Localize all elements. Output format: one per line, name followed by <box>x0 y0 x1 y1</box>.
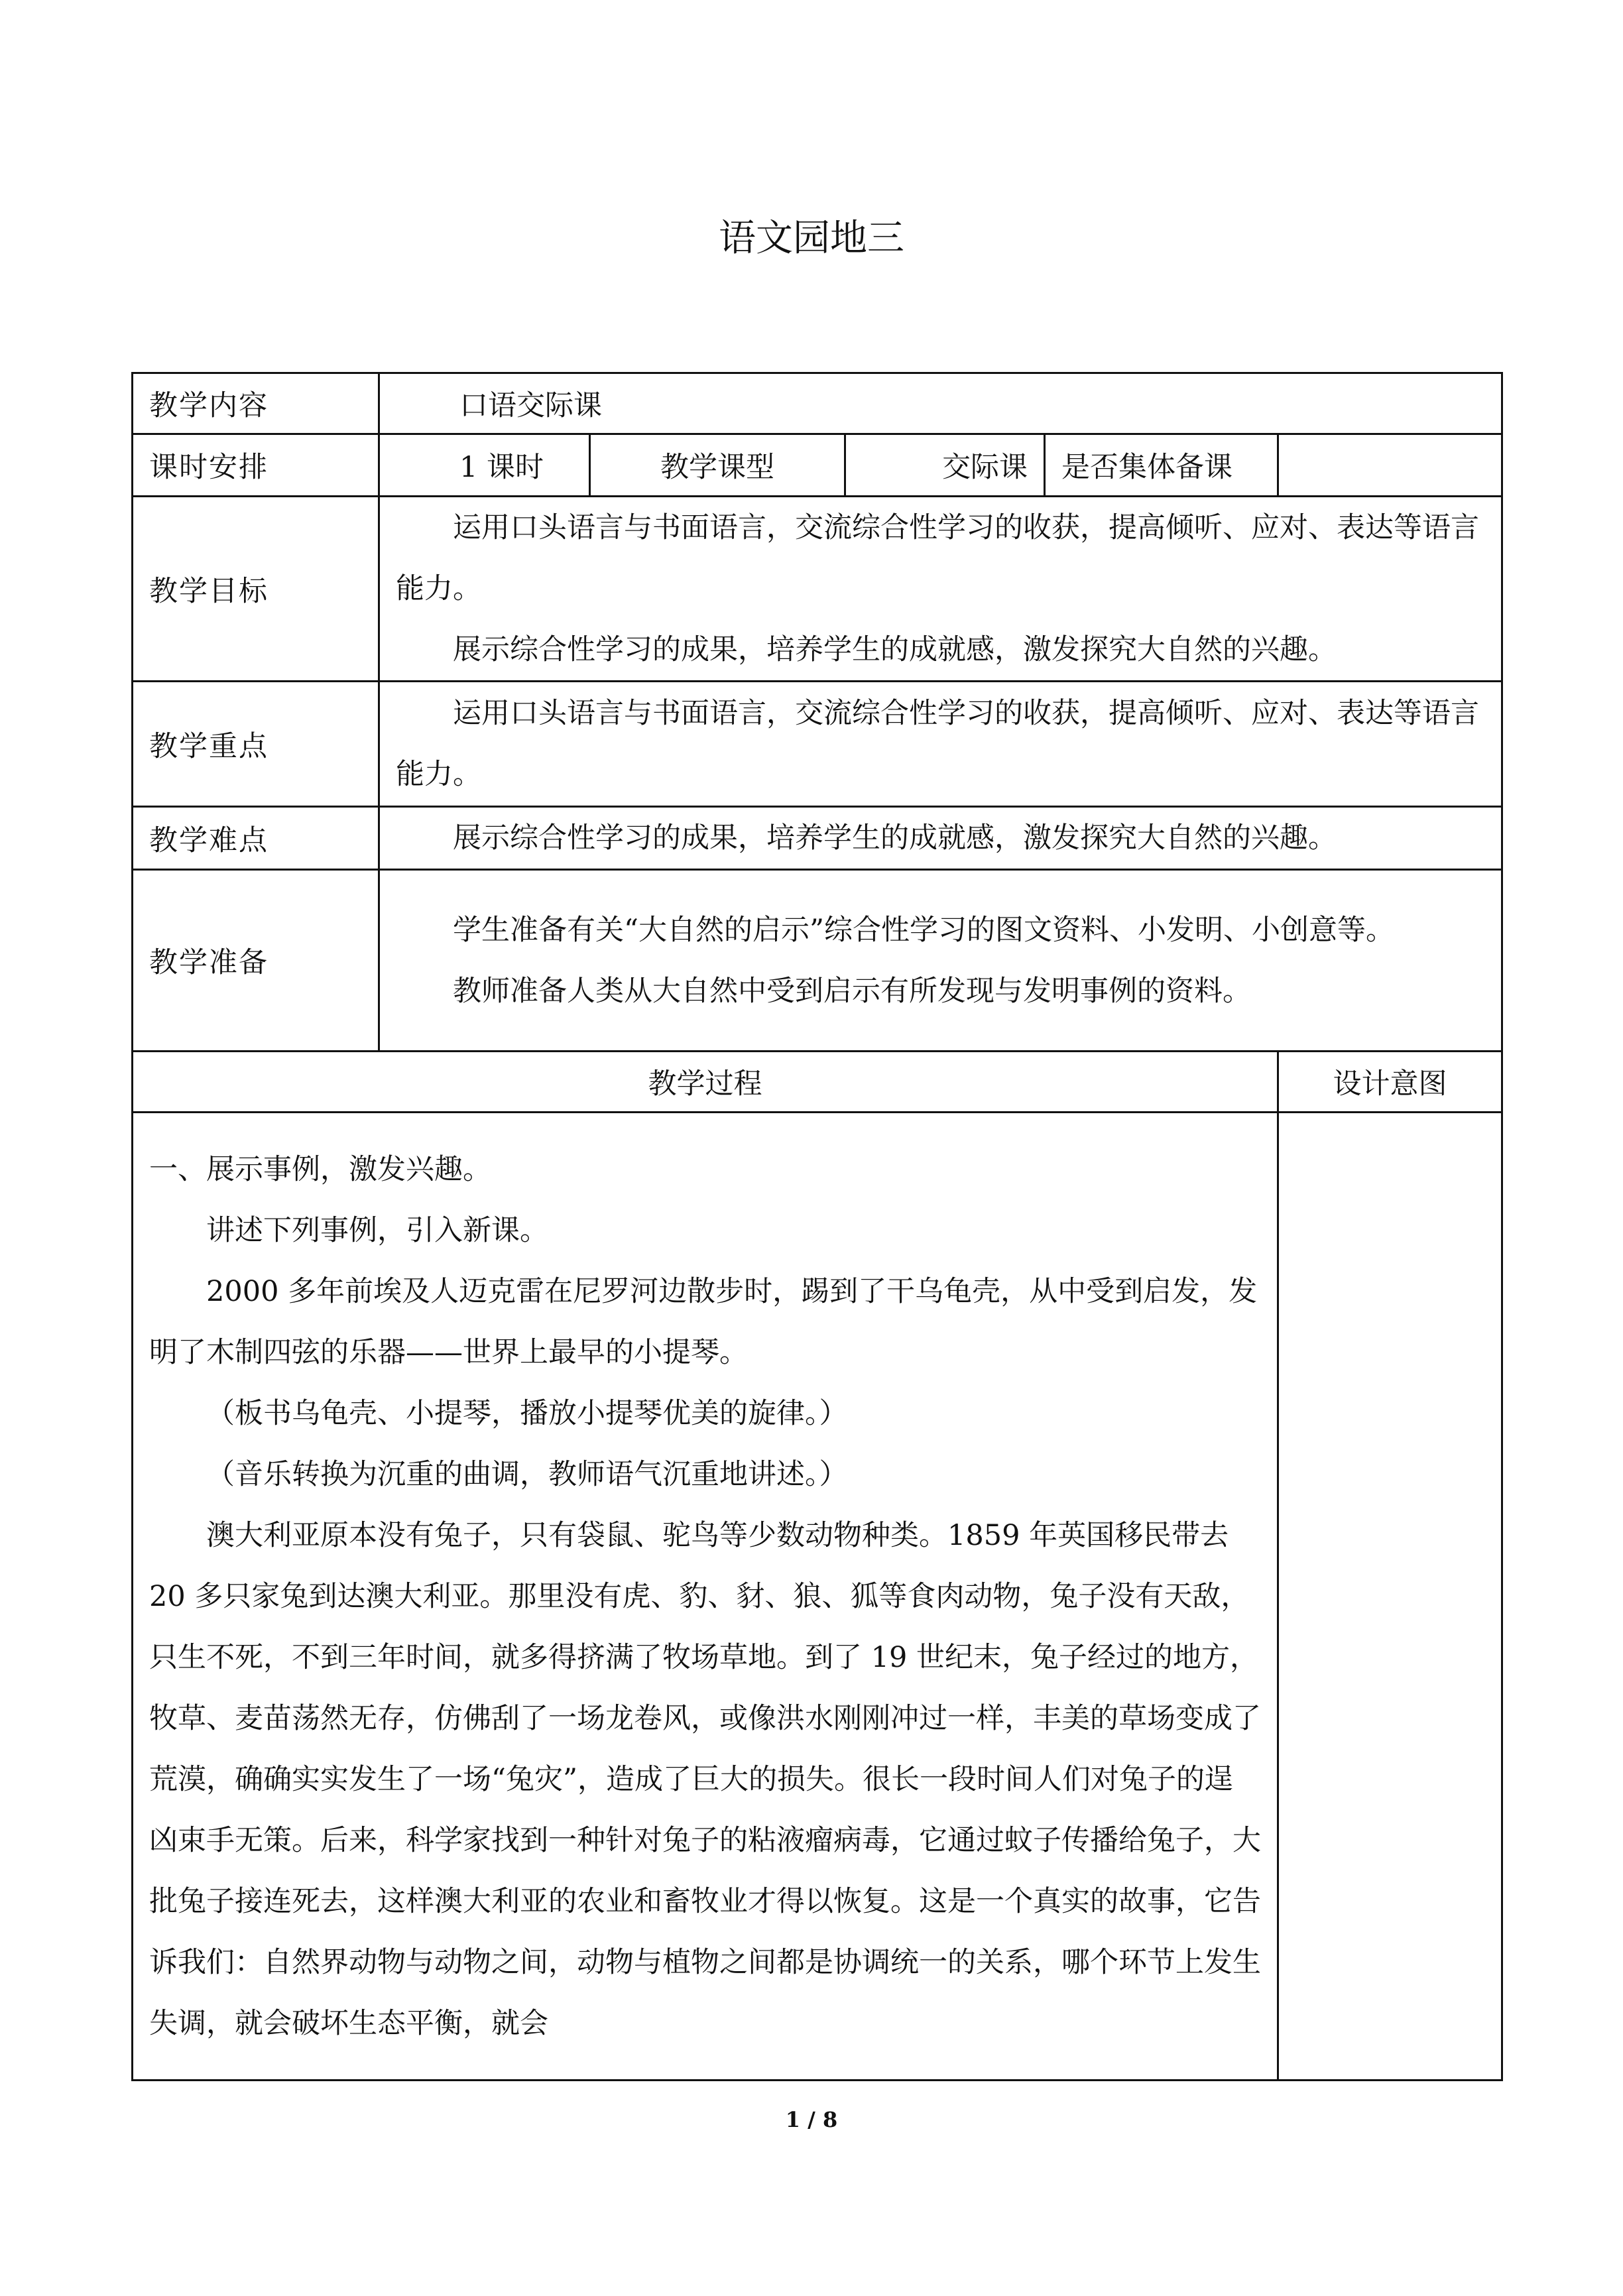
page-title: 语文园地三 <box>719 217 904 260</box>
focus-text: 运用口头语言与书面语言，交流综合性学习的收获，提高倾听、应对、表达等语言能力。 <box>396 697 1479 791</box>
goal-item: 展示综合性学习的成果，培养学生的成就感，激发探究大自然的兴趣。 <box>453 633 1337 666</box>
teaching-content-value: 口语交际课 <box>379 373 1502 434</box>
lesson-type-value: 交际课 <box>845 434 1045 497</box>
process-content <box>133 1113 1278 2081</box>
row-schedule <box>133 434 1502 497</box>
page-number: 1 / 8 <box>785 2107 838 2132</box>
goals-content <box>379 497 1502 682</box>
focus-label: 教学重点 <box>133 682 379 807</box>
process-header: 教学过程 <box>133 1052 1278 1113</box>
process-paragraph: （音乐转换为沉重的曲调，教师语气沉重地讲述。） <box>206 1457 848 1491</box>
difficulty-label: 教学难点 <box>133 807 379 870</box>
row-process-body <box>133 1113 1502 2081</box>
preparation-item: 教师准备人类从大自然中受到启示有所发现与发明事例的资料。 <box>453 974 1251 1008</box>
schedule-hours: 1 课时 <box>379 434 590 497</box>
intent-header: 设计意图 <box>1278 1052 1502 1113</box>
section-title: 一、展示事例，激发兴趣。 <box>149 1152 491 1186</box>
design-intent-content <box>1278 1113 1502 2081</box>
lesson-plan-table <box>131 372 1503 2081</box>
difficulty-content <box>379 807 1502 870</box>
focus-content <box>379 682 1502 807</box>
difficulty-text: 展示综合性学习的成果，培养学生的成就感，激发探究大自然的兴趣。 <box>453 821 1337 855</box>
lesson-type-label: 教学课型 <box>590 434 845 497</box>
collective-prep-label: 是否集体备课 <box>1045 434 1278 497</box>
preparation-label: 教学准备 <box>133 870 379 1052</box>
row-focus <box>133 682 1502 807</box>
goal-item: 运用口头语言与书面语言，交流综合性学习的收获，提高倾听、应对、表达等语言能力。 <box>396 511 1479 605</box>
preparation-item: 学生准备有关“大自然的启示”综合性学习的图文资料、小发明、小创意等。 <box>453 913 1394 947</box>
preparation-content <box>379 870 1502 1052</box>
row-goals <box>133 497 1502 682</box>
process-paragraph: 澳大利亚原本没有兔子，只有袋鼠、驼鸟等少数动物种类。1859 年英国移民带去 20 多只家兔到达澳大利亚。那里没有虎、豹、豺、狼、狐等食肉动物，兔子没有天敌，只生不死，不到三年时间，就多得挤满了牧场草地。到了 19 世纪末，兔子经过的地方，牧草、麦苗荡然无存，仿佛刮了一场龙卷风，或像洪水刚刚冲过一样，丰美的草场变成了荒漠，确确实实发生了一场“兔灾”，造成了巨大的损失。很长一段时间人们对兔子的逞凶束手无策。后来，科学家找到一种针对兔子的粘液瘤病毒，它通过蚊子传播给兔子，大批兔子接连死去，这样澳大利亚的农业和畜牧业才得以恢复。这是一个真实的故事，它告诉我们：自然界动物与动物之间，动物与植物之间都是协调统一的关系，哪个环节上发生失调，就会破坏生态平衡，就会 <box>149 1518 1261 2040</box>
teaching-content-label: 教学内容 <box>133 373 379 434</box>
row-preparation <box>133 870 1502 1052</box>
process-paragraph: 讲述下列事例，引入新课。 <box>206 1213 548 1247</box>
collective-prep-value <box>1278 434 1502 497</box>
process-paragraph: （板书乌龟壳、小提琴，播放小提琴优美的旋律。） <box>206 1396 848 1430</box>
process-paragraph: 2000 多年前埃及人迈克雷在尼罗河边散步时，踢到了干乌龟壳，从中受到启发，发明了木制四弦的乐器——世界上最早的小提琴。 <box>149 1274 1258 1369</box>
row-difficulty <box>133 807 1502 870</box>
row-process-header <box>133 1052 1502 1113</box>
schedule-label: 课时安排 <box>133 434 379 497</box>
goals-label: 教学目标 <box>133 497 379 682</box>
row-teaching-content <box>133 373 1502 434</box>
